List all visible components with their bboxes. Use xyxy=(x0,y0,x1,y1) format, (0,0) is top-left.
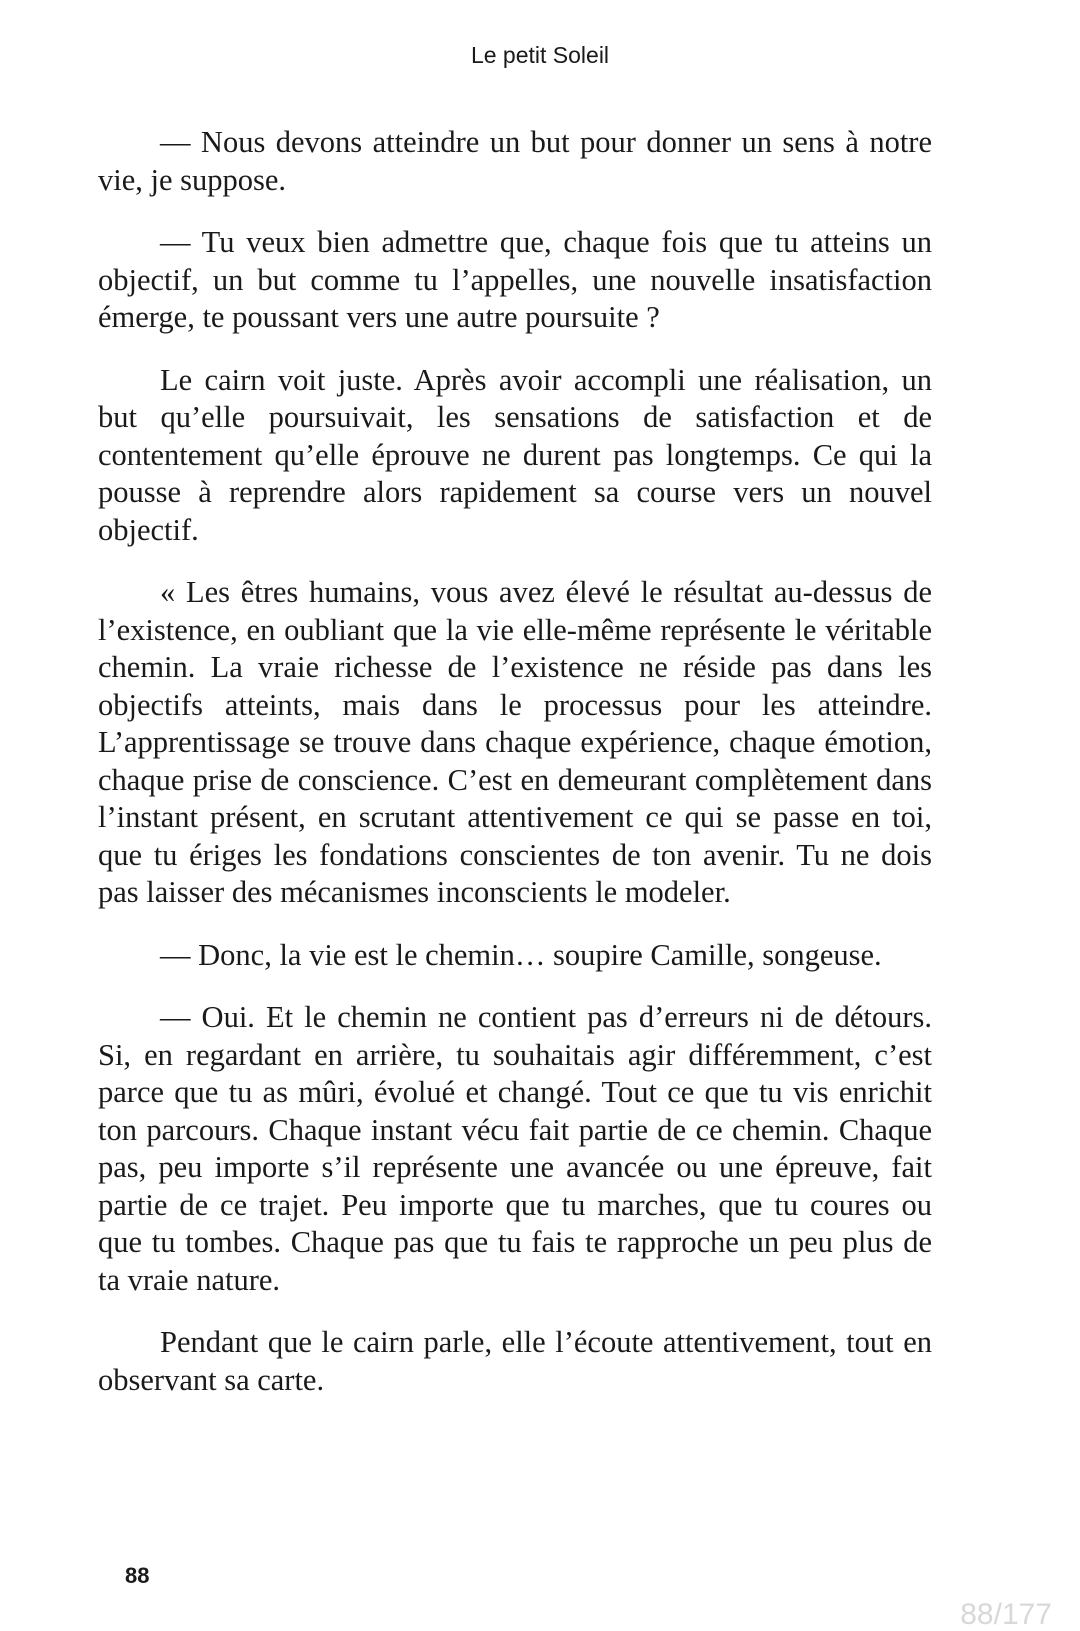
paragraph: « Les êtres humains, vous avez élevé le résultat au-dessus de l’existence, en oubliant que la vie elle-même représente le véritable chemin. La vraie richesse de l’existence ne réside pas dans les objectifs atteints, mais dans le processus pour les atteindre. L’apprentissage se trouve dans chaque expérience, chaque émotion, chaque prise de conscience. C’est en demeurant complètement dans l’instant présent, en scrutant attentivement ce qui se passe en toi, que tu ériges les fondations conscientes de ton avenir. Tu ne dois pas laisser des mécanismes inconscients le modeler. xyxy=(98,575,932,909)
paragraph: Le cairn voit juste. Après avoir accompli une réalisation, un but qu’elle poursuivait, les sensations de satisfaction et de contentement qu’elle éprouve ne durent pas longtemps. Ce qui la pousse à reprendre alors rapidement sa course vers un nouvel objectif. xyxy=(98,362,932,547)
page-number: 88 xyxy=(125,1563,150,1588)
paragraph: — Donc, la vie est le chemin… soupire Camille, songeuse. xyxy=(160,937,882,972)
paragraph: — Tu veux bien admettre que, chaque fois que tu atteins un objectif, un but comme tu l’appelles, une nouvelle insatisfaction émerge, te poussant vers une autre poursuite ? xyxy=(98,225,932,334)
running-header: Le petit Soleil xyxy=(470,42,610,68)
viewer-page-counter: 88/177 xyxy=(960,1598,1052,1631)
paragraph: — Oui. Et le chemin ne contient pas d’erreurs ni de détours. Si, en regardant en arrière, tu souhaitais agir différemment, c’est parce que tu as mûri, évolué et changé. Tout ce que tu vis enrichit ton parcours. Chaque instant vécu fait partie de ce chemin. Chaque pas, peu importe s’il représente une avancée ou une épreuve, fait partie de ce trajet. Peu importe que tu marches, que tu coures ou que tu tombes. Chaque pas que tu fais te rapproche un peu plus de ta vraie nature. xyxy=(98,1000,932,1297)
paragraph: — Nous devons atteindre un but pour donner un sens à notre vie, je suppose. xyxy=(98,125,932,197)
paragraph: Pendant que le cairn parle, elle l’écoute attentivement, tout en observant sa carte. xyxy=(98,1325,932,1397)
body-text xyxy=(98,124,932,1424)
